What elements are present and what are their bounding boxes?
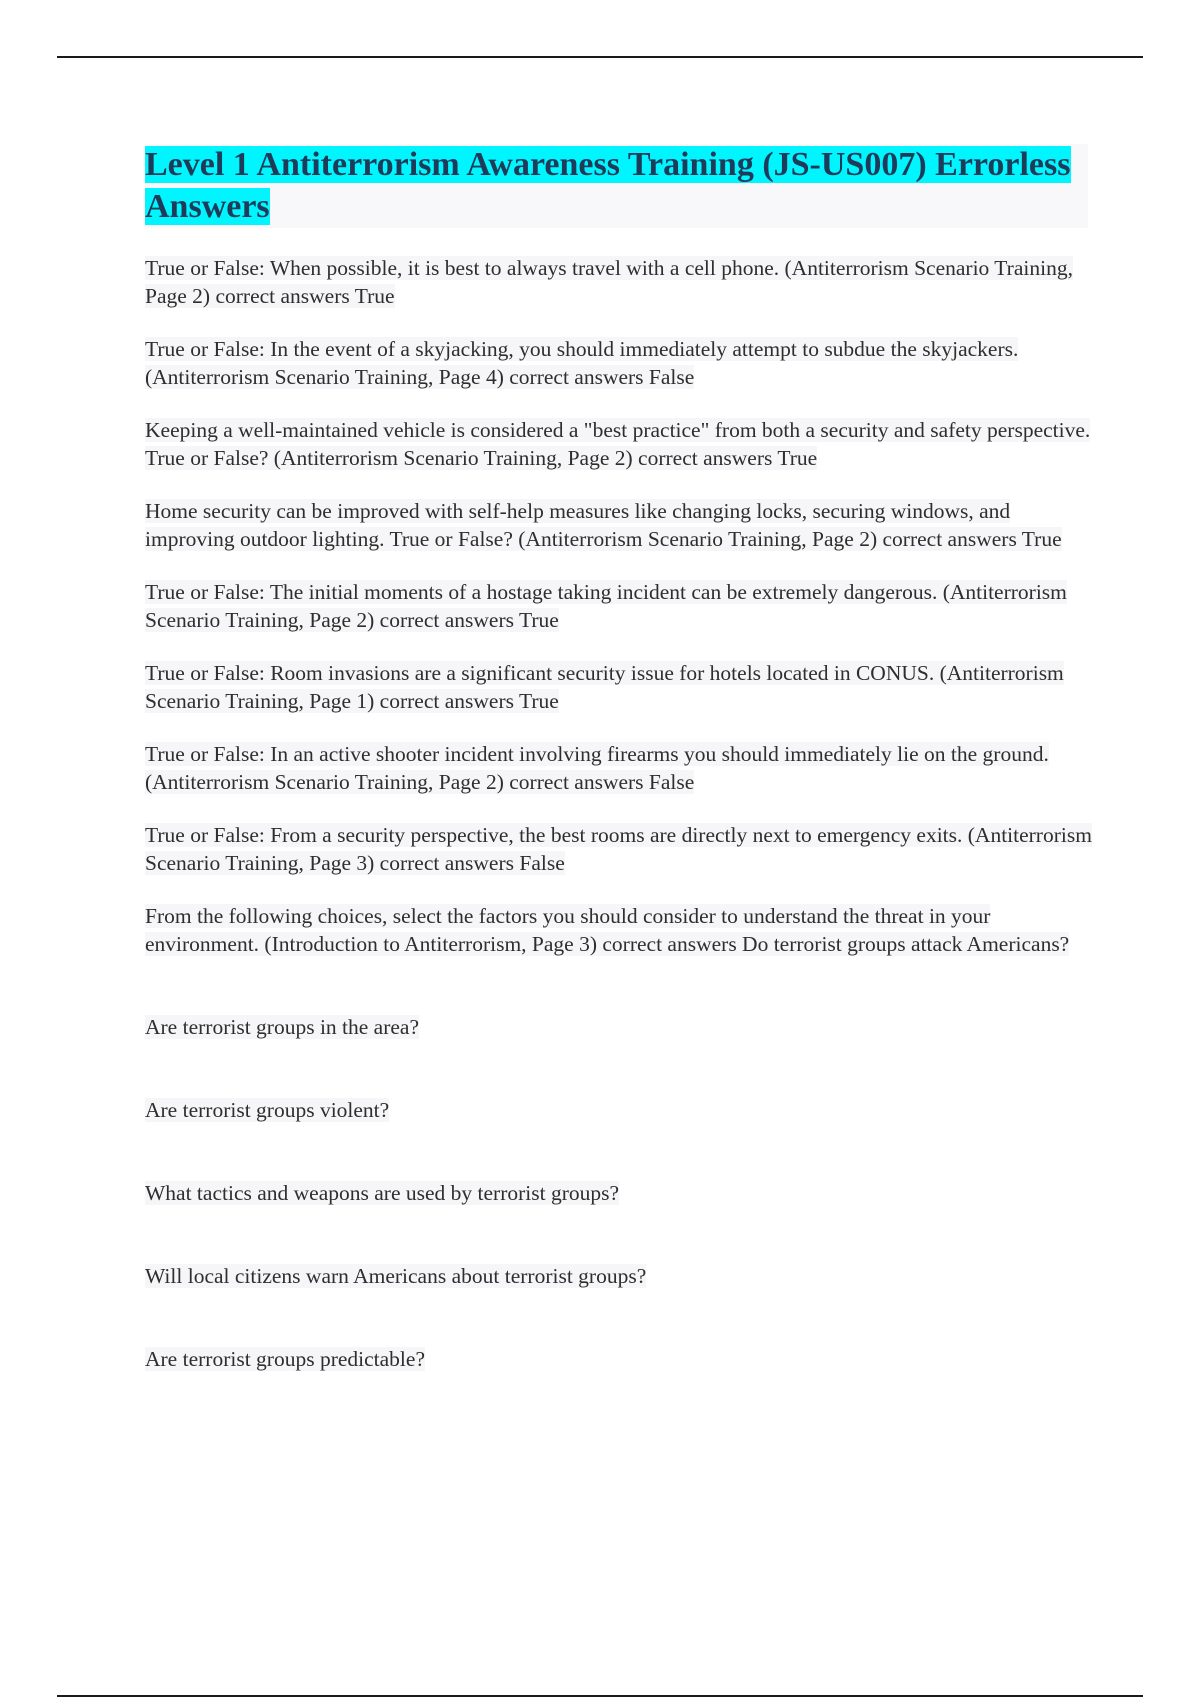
choice-item-4 bbox=[145, 1262, 1095, 1290]
choice-item-5 bbox=[145, 1345, 1095, 1373]
title-highlight: Level 1 Antiterrorism Awareness Training (JS-US007) Errorless Answers bbox=[145, 146, 1071, 225]
qa-text: Home security can be improved with self-help measures like changing locks, securing windows, and improving outdoor lighting. True or False? (Antiterrorism Scenario Training, Page 2) correct answers True bbox=[145, 499, 1062, 551]
qa-item-7 bbox=[145, 740, 1095, 796]
choice-item-1 bbox=[145, 1013, 1095, 1041]
answer-choices bbox=[145, 1013, 1095, 1373]
qa-item-4 bbox=[145, 497, 1095, 553]
qa-text: True or False: When possible, it is best to always travel with a cell phone. (Antiterrorism Scenario Training, Page 2) correct answers True bbox=[145, 256, 1073, 308]
qa-item-5 bbox=[145, 578, 1095, 634]
choice-item-2 bbox=[145, 1096, 1095, 1124]
qa-item-2 bbox=[145, 335, 1095, 391]
qa-item-9 bbox=[145, 902, 1095, 958]
title-block bbox=[145, 144, 1088, 228]
qa-text: True or False: In an active shooter incident involving firearms you should immediately lie on the ground. (Antiterrorism Scenario Training, Page 2) correct answers False bbox=[145, 742, 1049, 794]
document-body bbox=[145, 254, 1095, 1428]
qa-text: From the following choices, select the factors you should consider to understand the threat in your environment. (Introduction to Antiterrorism, Page 3) correct answers Do terrorist groups attack Americans? bbox=[145, 904, 1070, 956]
qa-text: True or False: In the event of a skyjacking, you should immediately attempt to subdue the skyjackers. (Antiterrorism Scenario Training, Page 4) correct answers False bbox=[145, 337, 1019, 389]
qa-item-1 bbox=[145, 254, 1095, 310]
top-rule bbox=[57, 56, 1143, 58]
choice-text: Will local citizens warn Americans about terrorist groups? bbox=[145, 1264, 647, 1288]
choice-text: Are terrorist groups in the area? bbox=[145, 1015, 420, 1039]
choice-text: What tactics and weapons are used by terrorist groups? bbox=[145, 1181, 620, 1205]
choice-text: Are terrorist groups violent? bbox=[145, 1098, 390, 1122]
bottom-rule bbox=[57, 1695, 1143, 1697]
qa-text: True or False: From a security perspective, the best rooms are directly next to emergency exits. (Antiterrorism Scenario Training, Page 3) correct answers False bbox=[145, 823, 1092, 875]
qa-item-6 bbox=[145, 659, 1095, 715]
qa-item-8 bbox=[145, 821, 1095, 877]
choice-text: Are terrorist groups predictable? bbox=[145, 1347, 425, 1371]
document-title bbox=[145, 144, 1088, 228]
qa-text: Keeping a well-maintained vehicle is considered a "best practice" from both a security and safety perspective. True or False? (Antiterrorism Scenario Training, Page 2) correct answers True bbox=[145, 418, 1091, 470]
choice-item-3 bbox=[145, 1179, 1095, 1207]
qa-text: True or False: Room invasions are a significant security issue for hotels located in CONUS. (Antiterrorism Scenario Training, Page 1) correct answers True bbox=[145, 661, 1064, 713]
qa-text: True or False: The initial moments of a hostage taking incident can be extremely dangerous. (Antiterrorism Scenario Training, Page 2) correct answers True bbox=[145, 580, 1067, 632]
qa-item-3 bbox=[145, 416, 1095, 472]
